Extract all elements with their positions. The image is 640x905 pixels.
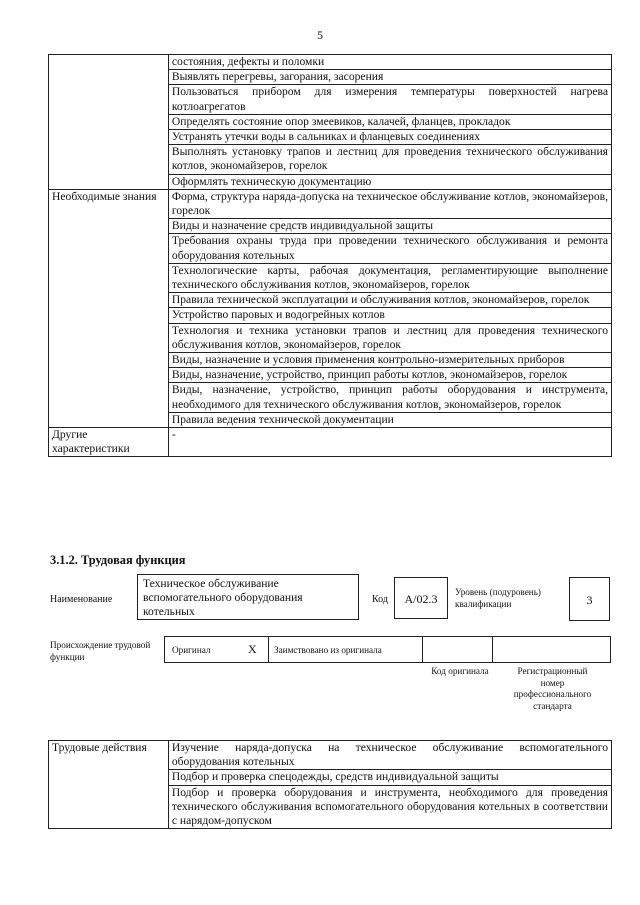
- section-title: 3.1.2. Трудовая функция: [50, 553, 186, 567]
- skill-item: Пользоваться прибором для измерения температуры поверхностей нагрева котлоагрегатов: [168, 85, 611, 114]
- page-number: 5: [317, 28, 323, 42]
- original-label: Оригинал: [172, 645, 211, 655]
- actions-label: Трудовые действия: [49, 741, 169, 829]
- knowledge-item: Виды, назначение, устройство, принцип работы котлов, экономайзеров, горелок: [168, 368, 611, 383]
- reg-number-caption: Регистрационный номер профессионального стандарта: [513, 666, 592, 711]
- knowledge-item: Правила технической эксплуатации и обслуживания котлов, экономайзеров, горелок: [168, 293, 611, 308]
- code-box: [394, 577, 448, 619]
- action-item: Подбор и проверка спецодежды, средств индивидуальной защиты: [168, 770, 611, 785]
- level-label: Уровень (подуровень) квалификации: [455, 587, 541, 609]
- skill-item: Оформлять техническую документацию: [168, 174, 611, 189]
- level-box: [569, 577, 610, 621]
- action-item: Изучение наряда-допуска на техническое обслуживание вспомогательного оборудования котельных: [168, 741, 611, 770]
- knowledge-item: Требования охраны труда при проведении технического обслуживания и ремонта оборудования котельных: [168, 234, 611, 263]
- borrowed-label: Заимствовано из оригинала: [274, 645, 382, 655]
- knowledge-item: Устройство паровых и водогрейных котлов: [168, 308, 611, 323]
- knowledge-item: Форма, структура наряда-допуска на техническое обслуживание котлов, экономайзеров, горелок: [168, 189, 611, 218]
- table-row: [49, 741, 612, 770]
- knowledge-item: Правила ведения технической документации: [168, 412, 611, 427]
- requirements-table: [48, 54, 612, 457]
- origin-divider: [268, 636, 269, 663]
- code-original-caption: Код оригинала: [431, 666, 489, 676]
- skill-item: Выполнять установку трапов и лестниц для проведения технического обслуживания котлов, экономайзеров, горелок: [168, 145, 611, 174]
- origin-divider: [422, 636, 423, 663]
- skill-item: Устранять утечки воды в сальниках и фланцевых соединениях: [168, 130, 611, 145]
- table-row: [49, 55, 612, 70]
- knowledge-item: Технология и техника установки трапов и лестниц для проведения технического обслуживания котлов, экономайзеров, горелок: [168, 323, 611, 352]
- knowledge-item: Виды и назначение средств индивидуальной защиты: [168, 219, 611, 234]
- code-value: A/02.3: [404, 592, 438, 606]
- origin-divider: [492, 636, 493, 663]
- skill-item: Выявлять перегревы, загорания, засорения: [168, 70, 611, 85]
- function-name: Техническое обслуживание вспомогательного оборудования котельных: [143, 577, 303, 619]
- knowledge-item: Технологические карты, рабочая документация, регламентирующие выполнение технического обслуживания котлов, экономайзеров, горелок: [168, 263, 611, 292]
- function-name-box: [137, 574, 359, 620]
- origin-row-box: [164, 636, 611, 663]
- knowledge-item: Виды, назначение и условия применения контрольно-измерительных приборов: [168, 353, 611, 368]
- original-mark: X: [248, 642, 257, 656]
- origin-label: Происхождение трудовой функции: [50, 640, 151, 662]
- knowledge-item: Виды, назначение, устройство, принцип работы оборудования и инструмента, необходимого для технического обслуживания котлов, экономайзеров, горелок: [168, 383, 611, 412]
- actions-table: [48, 740, 612, 829]
- skill-item: состояния, дефекты и поломки: [168, 55, 611, 70]
- other-label: Другие характеристики: [49, 428, 169, 457]
- skill-item: Определять состояние опор змеевиков, калачей, фланцев, прокладок: [168, 114, 611, 129]
- name-label: Наименование: [50, 594, 113, 605]
- other-value: -: [168, 428, 611, 457]
- knowledge-label: Необходимые знания: [49, 189, 169, 427]
- table-row: [49, 189, 612, 218]
- level-value: 3: [586, 593, 593, 607]
- table-row: [49, 428, 612, 457]
- code-label: Код: [372, 594, 388, 605]
- skills-label-cell: [49, 55, 169, 190]
- action-item: Подбор и проверка оборудования и инструмента, необходимого для проведения технического обслуживания вспомогательного оборудования котельных в соответствии с нарядом-допуском: [168, 785, 611, 829]
